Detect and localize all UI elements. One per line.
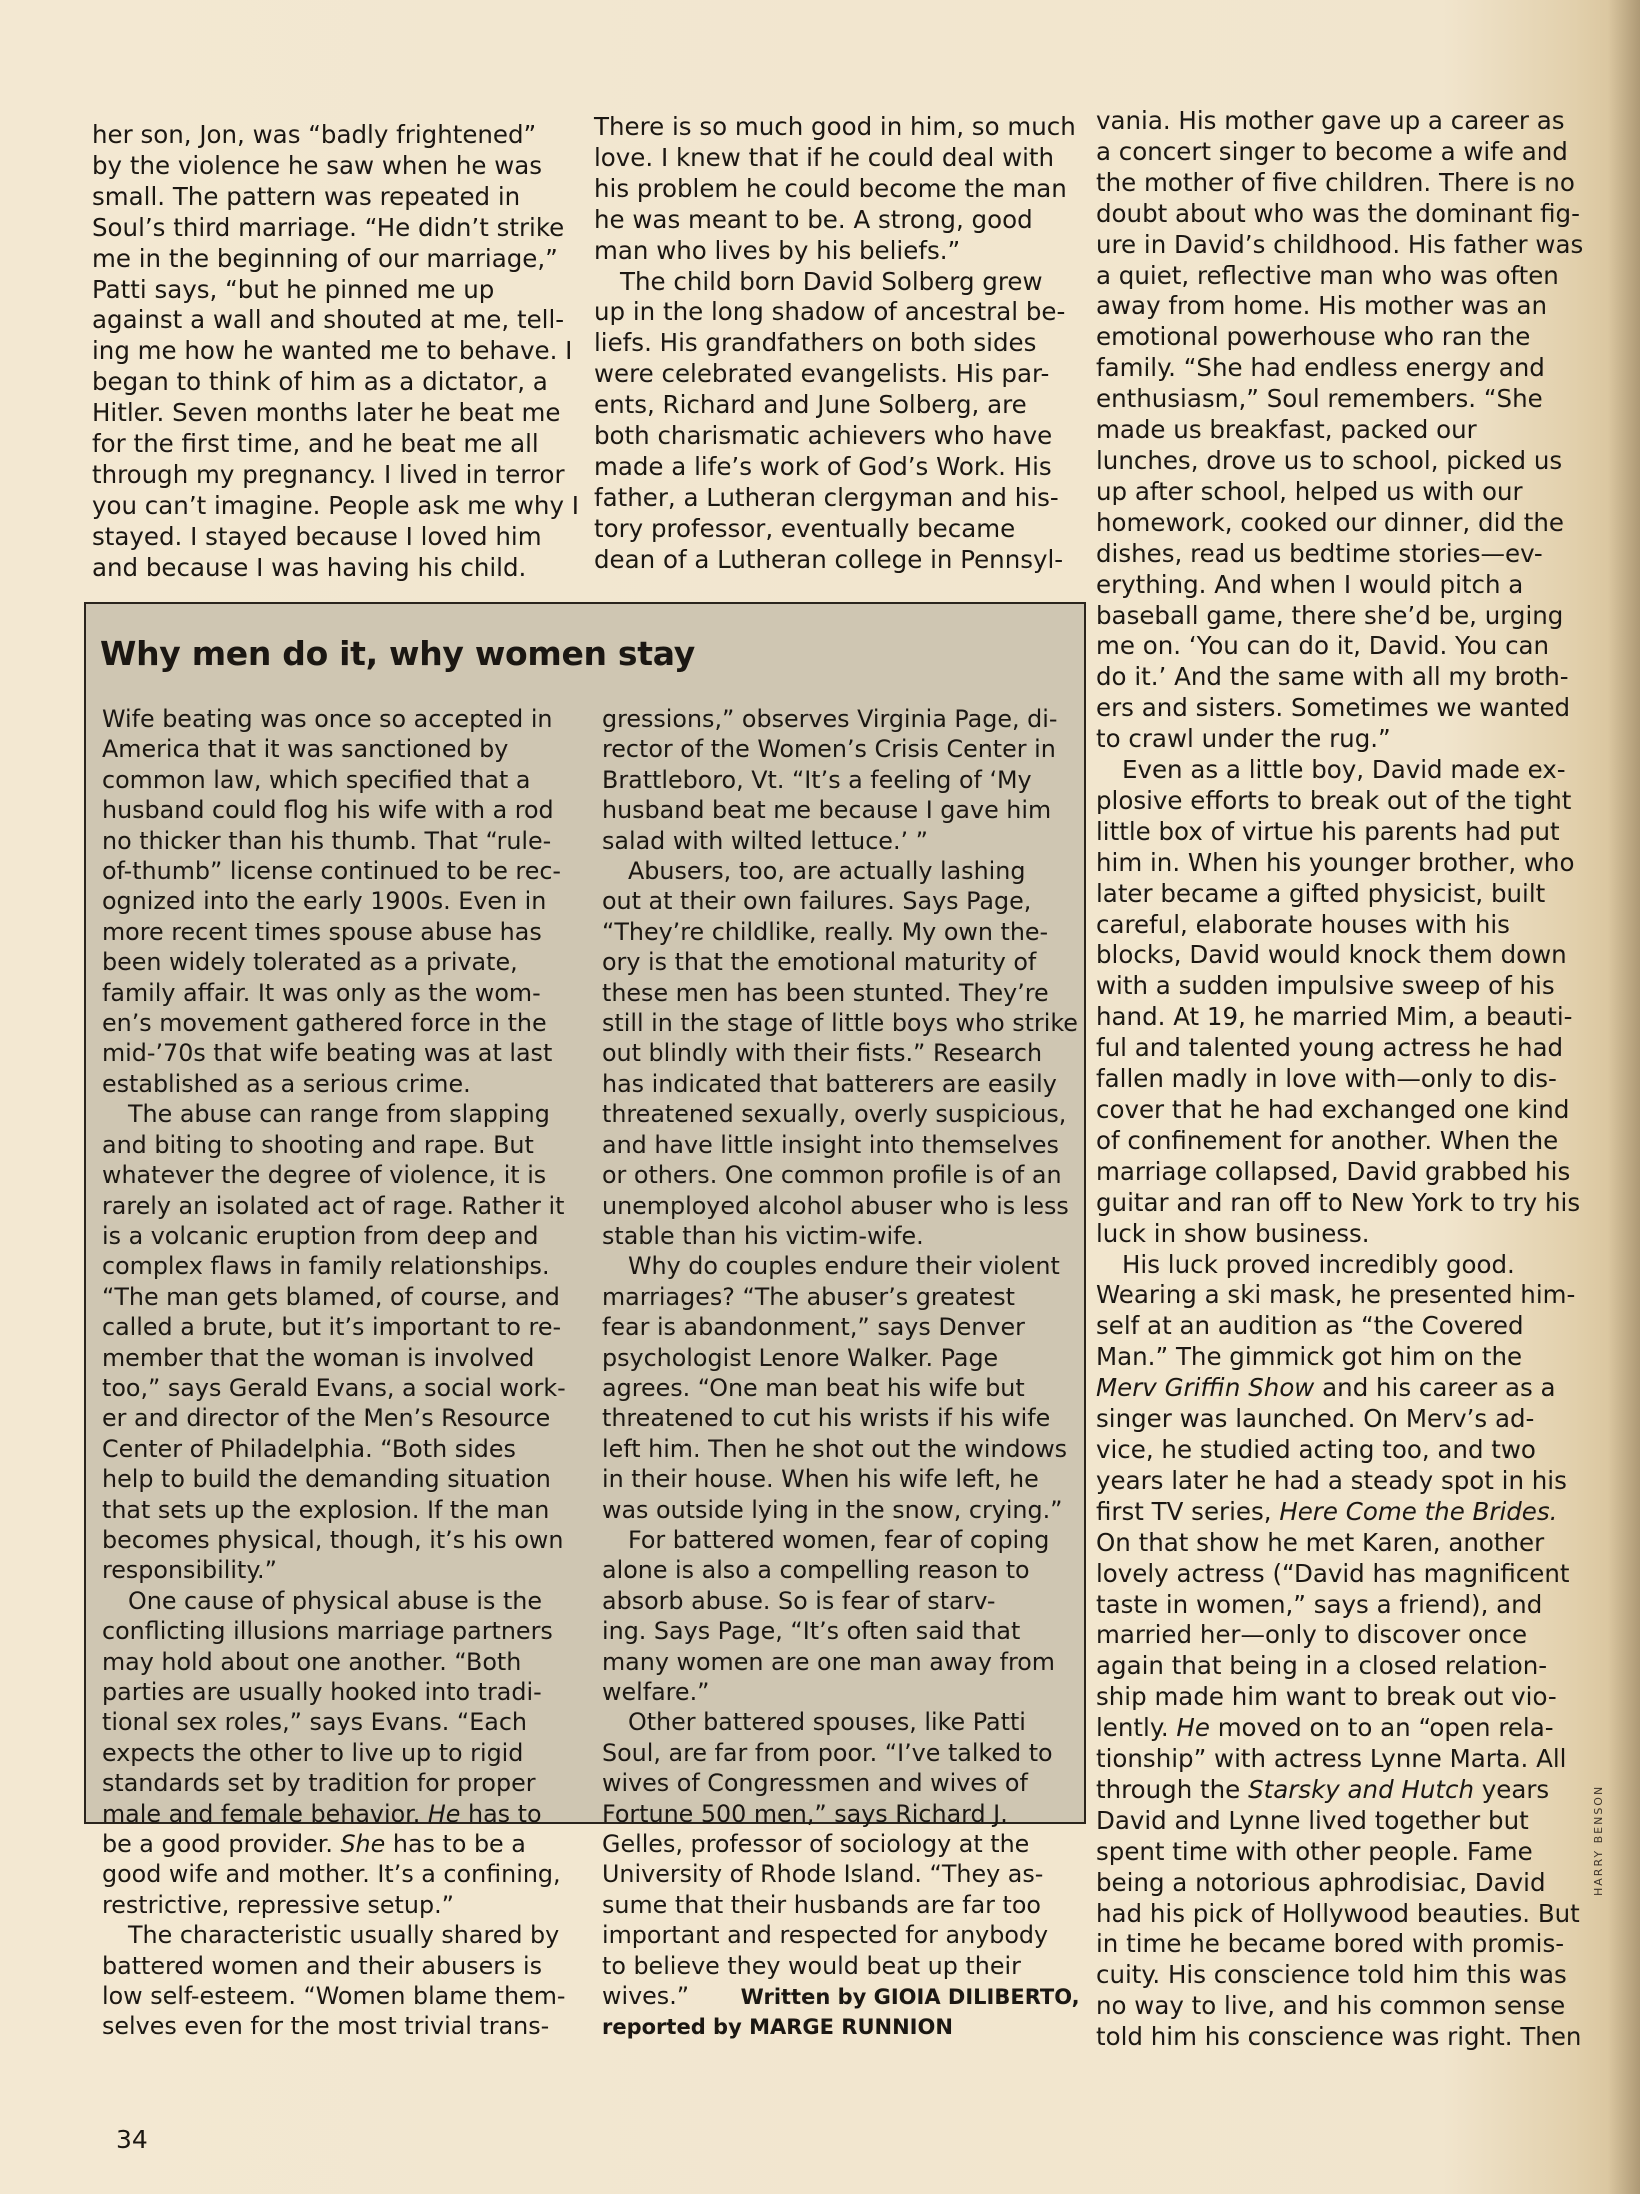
text-line: many women are one man away from bbox=[602, 1647, 1055, 1676]
text-line: for the first time, and he beat me all bbox=[92, 429, 539, 459]
text-line: ing. Says Page, “It’s often said that bbox=[602, 1617, 1021, 1646]
text-line: to believe they would beat up their bbox=[602, 1951, 1021, 1980]
text-line: still in the stage of little boys who strike bbox=[602, 1009, 1078, 1038]
text-line: more recent times spouse abuse has bbox=[102, 917, 542, 946]
text-line: For battered women, fear of coping bbox=[628, 1525, 1050, 1554]
text-line: Patti says, “but he pinned me up bbox=[92, 274, 495, 304]
text-line: whatever the degree of violence, it is bbox=[102, 1161, 547, 1190]
text-line: Center of Philadelphia. “Both sides bbox=[102, 1434, 516, 1463]
text-line: homework, cooked our dinner, did the bbox=[1096, 507, 1564, 537]
text-line: tional sex roles,” says Evans. “Each bbox=[102, 1708, 527, 1737]
text-line: One cause of physical abuse is the bbox=[128, 1586, 542, 1615]
text-line: Brattleboro, Vt. “It’s a feeling of ‘My bbox=[602, 765, 1032, 794]
text-line: sume that their husbands are far too bbox=[602, 1890, 1041, 1919]
text-line: up after school, helped us with our bbox=[1096, 476, 1523, 506]
text-line: en’s movement gathered force in the bbox=[102, 1009, 547, 1038]
text-line: ers and sisters. Sometimes we wanted bbox=[1096, 693, 1571, 723]
text-line: established as a serious crime. bbox=[102, 1069, 471, 1098]
text-line: of-thumb” license continued to be rec- bbox=[102, 857, 562, 886]
text-line: being a notorious aphrodisiac, David bbox=[1096, 1867, 1546, 1897]
text-line: spent time with other people. Fame bbox=[1096, 1836, 1533, 1866]
sidebar-column-left bbox=[102, 704, 572, 2042]
sidebar-box bbox=[84, 602, 1086, 2041]
article-column-right bbox=[1096, 106, 1584, 2053]
text-line: ing me how he wanted me to behave. I bbox=[92, 336, 573, 366]
text-line: in their house. When his wife left, he bbox=[602, 1465, 1039, 1494]
sidebar-column-right-lines bbox=[602, 704, 1078, 1981]
text-line: he was meant to be. A strong, good bbox=[594, 204, 1033, 234]
text-line: erything. And when I would pitch a bbox=[1096, 569, 1524, 599]
text-line: first TV series, Here Come the Brides. bbox=[1096, 1496, 1558, 1526]
text-line: cuity. His conscience told him this was bbox=[1096, 1960, 1567, 1990]
text-line: of confinement for another. When the bbox=[1096, 1125, 1559, 1155]
page-edge-shadow bbox=[1608, 0, 1640, 2194]
text-line: University of Rhode Island. “They as- bbox=[602, 1860, 1044, 1889]
text-line: both charismatic achievers who have bbox=[594, 421, 1053, 451]
text-line: threatened sexually, overly suspicious, bbox=[602, 1100, 1067, 1129]
text-line: lovely actress (“David has magnificent bbox=[1096, 1558, 1570, 1588]
text-line: gressions,” observes Virginia Page, di- bbox=[602, 705, 1058, 733]
text-line: again that being in a closed relation- bbox=[1096, 1651, 1548, 1681]
text-line: The child born David Solberg grew bbox=[620, 266, 1043, 296]
text-line: fear is abandonment,” says Denver bbox=[602, 1313, 1025, 1342]
text-line: with a sudden impulsive sweep of his bbox=[1096, 971, 1555, 1001]
text-line: is a volcanic eruption from deep and bbox=[102, 1221, 539, 1250]
text-line: and have little insight into themselves bbox=[602, 1130, 1059, 1159]
text-line: agrees. “One man beat his wife but bbox=[602, 1373, 1025, 1402]
text-line: careful, elaborate houses with his bbox=[1096, 909, 1510, 939]
text-line: her son, Jon, was “badly frightened” bbox=[92, 120, 537, 149]
text-line: later became a gifted physicist, built bbox=[1096, 878, 1546, 908]
text-line: family affair. It was only as the wom- bbox=[102, 978, 541, 1007]
text-line: self at an audition as “the Covered bbox=[1096, 1311, 1524, 1341]
text-line: man who lives by his beliefs.” bbox=[594, 235, 961, 265]
text-line: conflicting illusions marriage partners bbox=[102, 1617, 553, 1646]
byline-written: Written by GIOIA DILIBERTO, bbox=[740, 1985, 1080, 2010]
text-line: rarely an isolated act of rage. Rather it bbox=[102, 1191, 565, 1220]
text-line: made us breakfast, packed our bbox=[1096, 415, 1477, 445]
text-line: ship made him want to break out vio- bbox=[1096, 1682, 1557, 1712]
text-line: Why do couples endure their violent bbox=[628, 1252, 1060, 1281]
text-line: and because I was having his child. bbox=[92, 552, 527, 582]
text-line: marriages? “The abuser’s greatest bbox=[602, 1282, 1016, 1311]
text-line: Fortune 500 men,” says Richard J. bbox=[602, 1799, 1008, 1828]
text-line: a quiet, reflective man who was often bbox=[1096, 260, 1559, 290]
text-line: dean of a Lutheran college in Pennsyl- bbox=[594, 544, 1064, 574]
text-line: you can’t imagine. People ask me why I bbox=[92, 490, 579, 520]
text-line: Wearing a ski mask, he presented him- bbox=[1096, 1280, 1576, 1310]
text-line: Wife beating was once so accepted in bbox=[102, 705, 553, 733]
text-line: by the violence he saw when he was bbox=[92, 150, 543, 180]
text-line: family. “She had endless energy and bbox=[1096, 353, 1545, 383]
text-line: husband beat me because I gave him bbox=[602, 796, 1052, 825]
text-line: help to build the demanding situation bbox=[102, 1465, 551, 1494]
text-line: psychologist Lenore Walker. Page bbox=[602, 1343, 999, 1372]
text-line: in time he became bored with promis- bbox=[1096, 1929, 1565, 1959]
text-line: selves even for the most trivial trans- bbox=[102, 2012, 550, 2041]
sidebar-column-right bbox=[602, 704, 1080, 2043]
text-line: up in the long shadow of ancestral be- bbox=[594, 297, 1066, 327]
text-line: called a brute, but it’s important to re- bbox=[102, 1313, 562, 1342]
text-line: ognized into the early 1900s. Even in bbox=[102, 887, 547, 916]
text-line: dishes, read us bedtime stories—ev- bbox=[1096, 538, 1543, 568]
text-line: blocks, David would knock them down bbox=[1096, 940, 1567, 970]
article-column-left bbox=[92, 120, 579, 584]
text-line: good wife and mother. It’s a confining, bbox=[102, 1860, 561, 1889]
text-line: threatened to cut his wrists if his wife bbox=[602, 1404, 1051, 1433]
text-line: me in the beginning of our marriage,” bbox=[92, 243, 558, 273]
text-line: enthusiasm,” Soul remembers. “She bbox=[1096, 384, 1543, 414]
text-line: low self-esteem. “Women blame them- bbox=[102, 1982, 566, 2011]
text-line: becomes physical, though, it’s his own bbox=[102, 1525, 564, 1554]
text-line: expects the other to live up to rigid bbox=[102, 1738, 524, 1767]
text-line: alone is also a compelling reason to bbox=[602, 1556, 1030, 1585]
text-line: cover that he had exchanged one kind bbox=[1096, 1095, 1570, 1124]
text-line: married her—only to discover once bbox=[1096, 1620, 1528, 1650]
sidebar-title: Why men do it, why women stay bbox=[100, 634, 695, 673]
text-line: out at their own failures. Says Page, bbox=[602, 887, 1032, 916]
text-line: There is so much good in him, so much bbox=[594, 112, 1076, 141]
text-line: these men has been stunted. They’re bbox=[602, 978, 1049, 1007]
text-line: complex flaws in family relationships. bbox=[102, 1252, 550, 1281]
text-line: years later he had a steady spot in his bbox=[1096, 1465, 1567, 1495]
text-line: him in. When his younger brother, who bbox=[1096, 847, 1575, 877]
text-line: welfare.” bbox=[602, 1678, 710, 1706]
text-line: against a wall and shouted at me, tell- bbox=[92, 305, 565, 335]
text-line: be a good provider. She has to be a bbox=[102, 1830, 526, 1859]
text-line: Hitler. Seven months later he beat me bbox=[92, 398, 561, 428]
text-line: Other battered spouses, like Patti bbox=[628, 1708, 1026, 1737]
text-line: The characteristic usually shared by bbox=[128, 1921, 560, 1950]
text-line: vice, he studied acting too, and two bbox=[1096, 1434, 1536, 1464]
text-line: or others. One common profile is of an bbox=[602, 1161, 1062, 1190]
text-line: were celebrated evangelists. His par- bbox=[594, 359, 1050, 389]
text-line: no way to live, and his common sense bbox=[1096, 1991, 1566, 2021]
byline-reported: reported by MARGE RUNNION bbox=[602, 2015, 953, 2040]
text-line: absorb abuse. So is fear of starv- bbox=[602, 1586, 996, 1615]
text-line: The abuse can range from slapping bbox=[128, 1100, 550, 1129]
text-line: little box of virtue his parents had put bbox=[1096, 816, 1560, 846]
text-line: a concert singer to become a wife and bbox=[1096, 136, 1568, 166]
text-line: emotional powerhouse who ran the bbox=[1096, 322, 1531, 352]
text-line: luck in show business. bbox=[1096, 1218, 1370, 1248]
photo-credit: HARRY BENSON bbox=[1592, 1784, 1605, 1896]
text-line: standards set by tradition for proper bbox=[102, 1769, 536, 1798]
text-line: Soul, are far from poor. “I’ve talked to bbox=[602, 1738, 1053, 1767]
text-line: plosive efforts to break out of the tight bbox=[1096, 785, 1572, 815]
text-line: restrictive, repressive setup.” bbox=[102, 1890, 454, 1919]
text-line: America that it was sanctioned by bbox=[102, 735, 509, 764]
text-line: “The man gets blamed, of course, and bbox=[102, 1282, 560, 1311]
text-line: rector of the Women’s Crisis Center in bbox=[602, 735, 1056, 764]
text-line: On that show he met Karen, another bbox=[1096, 1527, 1545, 1557]
text-line: battered women and their abusers is bbox=[102, 1951, 542, 1980]
text-line: His luck proved incredibly good. bbox=[1122, 1249, 1515, 1279]
text-line: his problem he could become the man bbox=[594, 173, 1067, 203]
text-line: small. The pattern was repeated in bbox=[92, 181, 521, 211]
text-line: began to think of him as a dictator, a bbox=[92, 367, 548, 397]
text-line: Soul’s third marriage. “He didn’t strike bbox=[92, 212, 565, 242]
text-line: Merv Griffin Show and his career as a bbox=[1096, 1373, 1556, 1403]
text-line: common law, which specified that a bbox=[102, 765, 531, 794]
text-line: made a life’s work of God’s Work. His bbox=[594, 451, 1052, 481]
text-line: through the Starsky and Hutch years bbox=[1096, 1774, 1550, 1804]
text-line: had his pick of Hollywood beauties. But bbox=[1096, 1898, 1580, 1928]
text-line: singer was launched. On Merv’s ad- bbox=[1096, 1404, 1535, 1434]
text-line: and biting to shooting and rape. But bbox=[102, 1130, 534, 1159]
text-line: has indicated that batterers are easily bbox=[602, 1069, 1057, 1098]
text-line: guitar and ran off to New York to try his bbox=[1096, 1187, 1581, 1217]
text-line: marriage collapsed, David grabbed his bbox=[1096, 1156, 1571, 1186]
text-line: lunches, drove us to school, picked us bbox=[1096, 445, 1563, 475]
text-line: salad with wilted lettuce.’ ” bbox=[602, 826, 928, 855]
text-line: responsibility.” bbox=[102, 1556, 277, 1585]
text-line: liefs. His grandfathers on both sides bbox=[594, 328, 1037, 358]
text-line: out blindly with their fists.” Research bbox=[602, 1039, 1043, 1068]
text-line: left him. Then he shot out the windows bbox=[602, 1434, 1068, 1463]
text-line: Abusers, too, are actually lashing bbox=[628, 857, 1026, 886]
text-line: may hold about one another. “Both bbox=[102, 1647, 522, 1676]
text-line: that sets up the explosion. If the man bbox=[102, 1495, 550, 1524]
text-line: too,” says Gerald Evans, a social work- bbox=[102, 1373, 566, 1402]
text-line: been widely tolerated as a private, bbox=[102, 948, 518, 977]
text-line: ents, Richard and June Solberg, are bbox=[594, 390, 1027, 420]
text-line: ure in David’s childhood. His father was bbox=[1096, 229, 1584, 259]
text-line: lently. He moved on to an “open rela- bbox=[1096, 1713, 1554, 1743]
page-number: 34 bbox=[116, 2125, 148, 2154]
text-line: no thicker than his thumb. That “rule- bbox=[102, 826, 552, 855]
text-line: husband could flog his wife with a rod bbox=[102, 796, 554, 825]
text-line: male and female behavior. He has to bbox=[102, 1799, 542, 1828]
text-line: David and Lynne lived together but bbox=[1096, 1805, 1529, 1835]
text-line: stable than his victim-wife. bbox=[602, 1221, 924, 1250]
text-line: told him his conscience was right. Then bbox=[1096, 2022, 1582, 2052]
text-line: tory professor, eventually became bbox=[594, 513, 1016, 543]
text-line: Gelles, professor of sociology at the bbox=[602, 1830, 1030, 1859]
text-line: er and director of the Men’s Resource bbox=[102, 1404, 551, 1433]
text-line: stayed. I stayed because I loved him bbox=[92, 521, 542, 551]
text-line: Man.” The gimmick got him on the bbox=[1096, 1342, 1523, 1372]
sidebar-closing-line bbox=[602, 1981, 1080, 2012]
text-line: baseball game, there she’d be, urging bbox=[1096, 600, 1564, 630]
text-line: was outside lying in the snow, crying.” bbox=[602, 1495, 1063, 1524]
text-line: to crawl under the rug.” bbox=[1096, 724, 1391, 754]
text-line: vania. His mother gave up a career as bbox=[1096, 106, 1565, 135]
sidebar-last-words: wives.” bbox=[602, 1982, 690, 2011]
text-line: “They’re childlike, really. My own the- bbox=[602, 917, 1049, 946]
text-line: Even as a little boy, David made ex- bbox=[1122, 755, 1566, 785]
text-line: mid-’70s that wife beating was at last bbox=[102, 1039, 553, 1068]
text-line: wives of Congressmen and wives of bbox=[602, 1769, 1028, 1798]
text-line: doubt about who was the dominant fig- bbox=[1096, 198, 1580, 228]
text-line: me on. ‘You can do it, David. You can bbox=[1096, 631, 1550, 661]
text-line: do it.’ And the same with all my broth- bbox=[1096, 662, 1569, 692]
text-line: away from home. His mother was an bbox=[1096, 291, 1548, 321]
text-line: the mother of five children. There is no bbox=[1096, 167, 1575, 197]
text-line: father, a Lutheran clergyman and his- bbox=[594, 482, 1059, 512]
text-line: through my pregnancy. I lived in terror bbox=[92, 459, 565, 489]
text-line: love. I knew that if he could deal with bbox=[594, 142, 1055, 172]
text-line: member that the woman is involved bbox=[102, 1343, 535, 1372]
text-line: hand. At 19, he married Mim, a beauti- bbox=[1096, 1002, 1573, 1032]
text-line: unemployed alcohol abuser who is less bbox=[602, 1191, 1069, 1220]
text-line: ory is that the emotional maturity of bbox=[602, 948, 1037, 977]
text-line: tionship” with actress Lynne Marta. All bbox=[1096, 1744, 1567, 1774]
text-line: parties are usually hooked into tradi- bbox=[102, 1678, 542, 1706]
text-line: ful and talented young actress he had bbox=[1096, 1033, 1564, 1063]
text-line: fallen madly in love with—only to dis- bbox=[1096, 1064, 1557, 1094]
text-line: important and respected for anybody bbox=[602, 1921, 1049, 1950]
text-line: taste in women,” says a friend), and bbox=[1096, 1589, 1543, 1619]
article-column-middle bbox=[594, 112, 1076, 576]
